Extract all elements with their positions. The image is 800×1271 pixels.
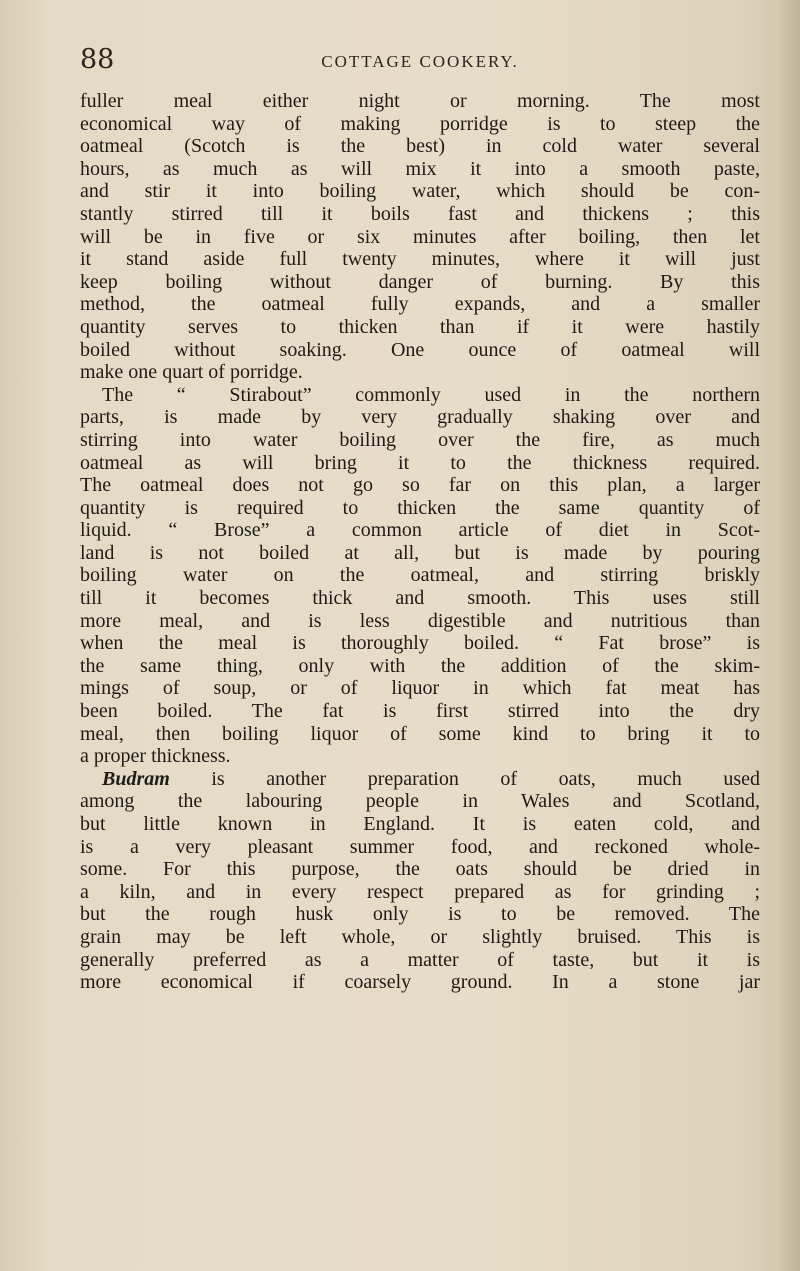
text-line: make one quart of porridge. xyxy=(80,361,303,384)
text-line: economical way of making porridge is to steep the xyxy=(80,112,760,135)
text-line: land is not boiled at all, but is made by pouring xyxy=(80,541,760,564)
text-line: meal, then boiling liquor of some kind to bring it to xyxy=(80,722,760,745)
text-line: The “ Stirabout” commonly used in the northern xyxy=(102,383,760,406)
text-line: more economical if coarsely ground. In a stone jar xyxy=(80,971,760,994)
emphasis-budram: Budram xyxy=(102,767,170,790)
text-line: quantity serves to thicken than if it were hastily xyxy=(80,315,760,338)
text-line: boiled without soaking. One ounce of oatmeal will xyxy=(80,338,760,361)
text-line: generally preferred as a matter of taste, but it is xyxy=(80,948,760,971)
text-line: oatmeal as will bring it to the thickness required. xyxy=(80,451,760,474)
text-line: when the meal is thoroughly boiled. “ Fat brose” is xyxy=(80,632,760,655)
text-line: fuller meal either night or morning. The most xyxy=(80,90,760,112)
text-line: the same thing, only with the addition of the skim- xyxy=(80,654,760,677)
text-line: a kiln, and in every respect prepared as for grinding ; xyxy=(80,880,760,903)
text-line: The oatmeal does not go so far on this plan, a larger xyxy=(80,474,760,497)
text-line: among the labouring people in Wales and Scotland, xyxy=(80,790,760,813)
text-line: till it becomes thick and smooth. This uses still xyxy=(80,587,760,610)
text-line: mings of soup, or of liquor in which fat meat has xyxy=(80,677,760,700)
text-line: is a very pleasant summer food, and reckoned whole- xyxy=(80,835,760,858)
text-line: some. For this purpose, the oats should be dried in xyxy=(80,858,760,881)
text-line: stirring into water boiling over the fire, as much xyxy=(80,428,760,451)
text-line: hours, as much as will mix it into a smooth paste, xyxy=(80,157,760,180)
page-header xyxy=(80,44,760,84)
text-line: and stir it into boiling water, which should be con- xyxy=(80,180,760,203)
text-line: more meal, and is less digestible and nutritious than xyxy=(80,609,760,632)
text-line: but the rough husk only is to be removed. The xyxy=(80,903,760,926)
page-edge-shadow xyxy=(778,0,800,1271)
text-line: but little known in England. It is eaten cold, and xyxy=(80,813,760,835)
text-line: quantity is required to thicken the same quantity of xyxy=(80,496,760,519)
text-line: liquid. “ Brose” a common article of diet in Scot- xyxy=(80,519,760,542)
text-line: boiling water on the oatmeal, and stirring briskly xyxy=(80,564,760,587)
text-line-rest: is another preparation of oats, much used xyxy=(211,767,760,790)
text-line: been boiled. The fat is first stirred into the dry xyxy=(80,700,760,723)
text-line: grain may be left whole, or slightly bruised. This is xyxy=(80,925,760,948)
text-line: stantly stirred till it boils fast and thickens ; this xyxy=(80,202,760,225)
text-line: oatmeal (Scotch is the best) in cold water several xyxy=(80,135,760,158)
text-line: will be in five or six minutes after boiling, then let xyxy=(80,225,760,248)
text-line: a proper thickness. xyxy=(80,745,231,768)
text-line: method, the oatmeal fully expands, and a smaller xyxy=(80,293,760,316)
text-line: keep boiling without danger of burning. By this xyxy=(80,270,760,293)
page-number: 88 xyxy=(80,44,115,75)
text-line: parts, is made by very gradually shaking over and xyxy=(80,406,760,429)
body-text xyxy=(80,90,760,1240)
running-head: COTTAGE COOKERY. xyxy=(321,52,519,71)
text-line: it stand aside full twenty minutes, where it will just xyxy=(80,248,760,271)
text-line-budram xyxy=(80,768,760,791)
